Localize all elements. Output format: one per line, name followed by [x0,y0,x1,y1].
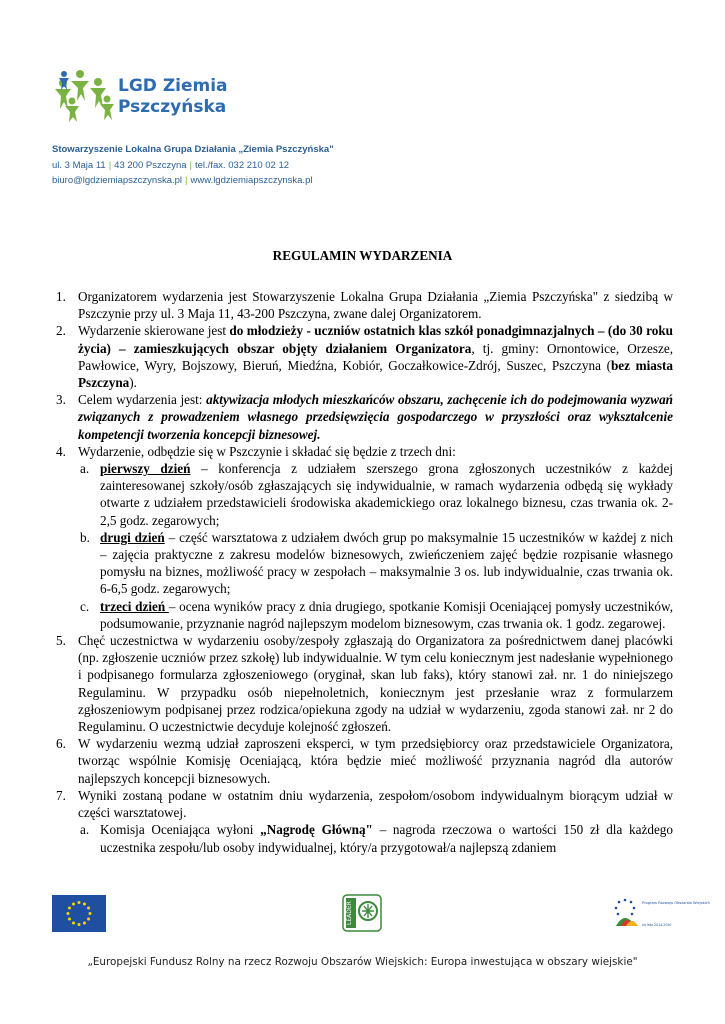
phone: tel./fax. 032 210 02 12 [195,159,290,171]
footer [0,890,725,1024]
list-item: 5. Chęć uczestnictwa w wydarzeniu osoby/zespoły zgłaszają do Organizatora za pośrednictwem danej placówki (np. zgłoszenie uczniów przez szkołę) lub indywidualnie. W tym celu koniecznym jest nadesłanie wypełnionego i podpisanego formularza zgłoszeniowego (oryginał, skan lub faks), który stanowi zał. nr. 1 do niniejszego Regulaminu. W przypadku osób niepełnoletnich, koniecznym jest przesłanie wraz z formularzem zgłoszeniowym podpisanej przez rodzica/opiekuna zgody na udział w wydarzeniu, zgoda stanowi zał. nr 2 do Regulaminu. O uczestnictwie decyduje kolejność zgłoszeń. [56,633,673,735]
email-link[interactable]: biuro@lgdziemiapszczynska.pl [52,175,183,186]
logo-title-line2: Pszczyńska [118,97,227,117]
eu-star-icon [87,918,90,921]
website-link[interactable]: www.lgdziemiapszczynska.pl [190,175,313,186]
fund-caption: „Europejski Fundusz Rolny na rzecz Rozwoju Obszarów Wiejskich: Europa inwestująca w obszary wiejskie" [87,956,638,968]
prow-logo-icon [612,896,710,934]
eu-star-icon [72,902,75,905]
organization-name: Stowarzyszenie Lokalna Grupa Działania „Ziemia Pszczyńska" [52,144,334,155]
eu-star-icon [68,907,71,910]
list-item: 6. W wydarzeniu wezmą udział zaproszeni eksperci, w tym przedsiębiorcy oraz przedstawiciele Organizatora, tworząc wspólnie Komisję Oceniającą, która będzie mieć możliwość przyznania nagród dla autorów najlepszych koncepcji biznesowych. [56,736,673,786]
regulations-list [54,288,673,856]
prow-years: na lata 2014-2020 [642,923,672,927]
address: ul. 3 Maja 11 [52,159,106,171]
eu-star-icon [67,912,70,915]
eu-star-icon [83,922,86,925]
days-sublist [78,460,673,632]
leader-logo-icon [342,894,382,932]
people-figures-icon [54,68,114,122]
list-item: 3. Celem wydarzenia jest: aktywizacja młodych mieszkańców obszaru, zachęcenie ich do podejmowania wyzwań związanych z prowadzeniem własnego przedsięwzięcia gospodarczego w przyszłości oraz wykształcenie kompetencji tworzenia koncepcji biznesowej. [56,392,673,442]
eu-star-icon [89,912,92,915]
eu-star-icon [83,902,86,905]
eu-star-icon [68,918,71,921]
sublist-item: b. drugi dzień – część warsztatowa z udziałem dwóch grup po maksymalnie 15 uczestników w każdej z nich – zajęcia praktyczne z zakresu modelów biznesowych, zwieńczeniem zajęć będzie rozpisanie własnego pomysłu na biznes, możliwość pracy w zespołach – maksymalnie 3 os. lub indywidualnie, czas trwania ok. 6-6,5 godz. zegarowych; [80,529,673,597]
organization-contact-line: biuro@lgdziemiapszczynska.pl | www.lgdziemiapszczynska.pl [52,175,313,186]
eu-star-icon [72,922,75,925]
organization-address-line: ul. 3 Maja 11 | 43 200 Pszczyna | tel./fax. 032 210 02 12 [52,159,290,171]
eu-star-icon [78,923,81,926]
sublist-item: a. pierwszy dzień – konferencja z udziałem szerszego grona zgłoszonych uczestników z każdej zainteresowanej szkoły/osób zgłaszających się indywidualnie, w ramach wydarzenia odbędą się wykłady otwarte z udziałem przedstawicieli środowiska akademickiego oraz lokalnego biznesu, czas trwania ok. 2-2,5 godz. zegarowych; [80,461,673,528]
list-item: 2. Wydarzenie skierowane jest do młodzieży - uczniów ostatnich klas szkół ponadgimnazjalnych – (do 30 roku życia) – zamieszkujących obszar objęty działaniem Organizatora, tj. gminy: Ornontowice, Orzesze, Pawłowice, Wyry, Bojszowy, Bieruń, Miedźna, Kobiór, Goczałkowice-Zdrój, Suszec, Pszczyna (bez miasta Pszczyna). [56,323,673,391]
eu-star-icon [87,907,90,910]
eu-flag-icon [52,895,106,932]
logo-title-line1: LGD Ziemia [118,76,228,96]
leader-label: LEADER [346,901,353,925]
list-item: 7. Wyniki zostaną podane w ostatnim dniu wydarzenia, zespołom/osobom indywidualnym biorącym udział w części warsztatowej. a. Komisja Oceniająca wyłoni „Nagrodę Główną" – nagroda rzeczowa o wartości 150 zł dla każdego uczestnika zespołu/lub osoby indywidualnej, który/a przygotował/a najlepszą zdaniem [56,787,673,855]
sublist-item: c. trzeci dzień – ocena wyników pracy z dnia drugiego, spotkanie Komisji Oceniającej pomysły uczestników, podsumowanie, przyznanie nagród najlepszym modelom biznesowym, czas trwania ok. 1 godz. zegarowej. [80,598,673,631]
city: 43 200 Pszczyna [114,159,187,171]
prow-label: Program Rozwoju Obszarów Wiejskich [642,901,710,905]
results-sublist [78,821,673,855]
document-body [54,288,673,856]
list-item: 4. Wydarzenie, odbędzie się w Pszczynie i składać się będzie z trzech dni: a. pierwszy dzień – konferencja z udziałem szerszego grona zgłoszonych uczestników z każdej zainteresowanej szkoły/osób zgłaszających się indywidualnie, w ramach wydarzenia odbędą się wykłady otwarte z udziałem przedstawicieli środowiska akademickiego oraz lokalnego biznesu, czas trwania ok. 2-2,5 godz. zegarowych; b. drugi dzień – część warsztatowa z udziałem dwóch grup po maksymalnie 15 uczestników w każdej z nich – zajęcia praktyczne z zakresu modelów biznesowych, zwieńczeniem zajęć będzie rozpisanie własnego pomysłu na biznes, możliwość pracy w zespołach – maksymalnie 3 os. lub indywidualnie, czas trwania ok. 6-6,5 godz. zegarowych; c. trzeci dzień – ocena wyników pracy z dnia drugiego, spotkanie Komisji Oceniającej pomysły uczestników, podsumowanie, przyznanie nagród najlepszym modelom biznesowym, czas trwania ok. 1 godz. zegarowej. [56,443,673,631]
sublist-item: a. Komisja Oceniająca wyłoni „Nagrodę Główną" – nagroda rzeczowa o wartości 150 zł dla każdego uczestnika zespołu/lub osoby indywidualnej, który/a przygotował/a najlepszą zdaniem [80,822,673,855]
eu-star-icon [78,901,81,904]
item-text: Organizatorem wydarzenia jest Stowarzyszenie Lokalna Grupa Działania „Ziemia Pszczyńska" z siedzibą w Pszczynie przy ul. 3 Maja 11, 43-200 Pszczyna, zwane dalej Organizatorem. [78,289,673,322]
organization-info [52,142,334,189]
lgd-logo [54,68,254,124]
document-title: REGULAMIN WYDARZENIA [272,248,453,263]
list-item: 1. Organizatorem wydarzenia jest Stowarzyszenie Lokalna Grupa Działania „Ziemia Pszczyńska" z siedzibą w Pszczynie przy ul. 3 Maja 11, 43-200 Pszczyna, zwane dalej Organizatorem. [56,289,673,322]
